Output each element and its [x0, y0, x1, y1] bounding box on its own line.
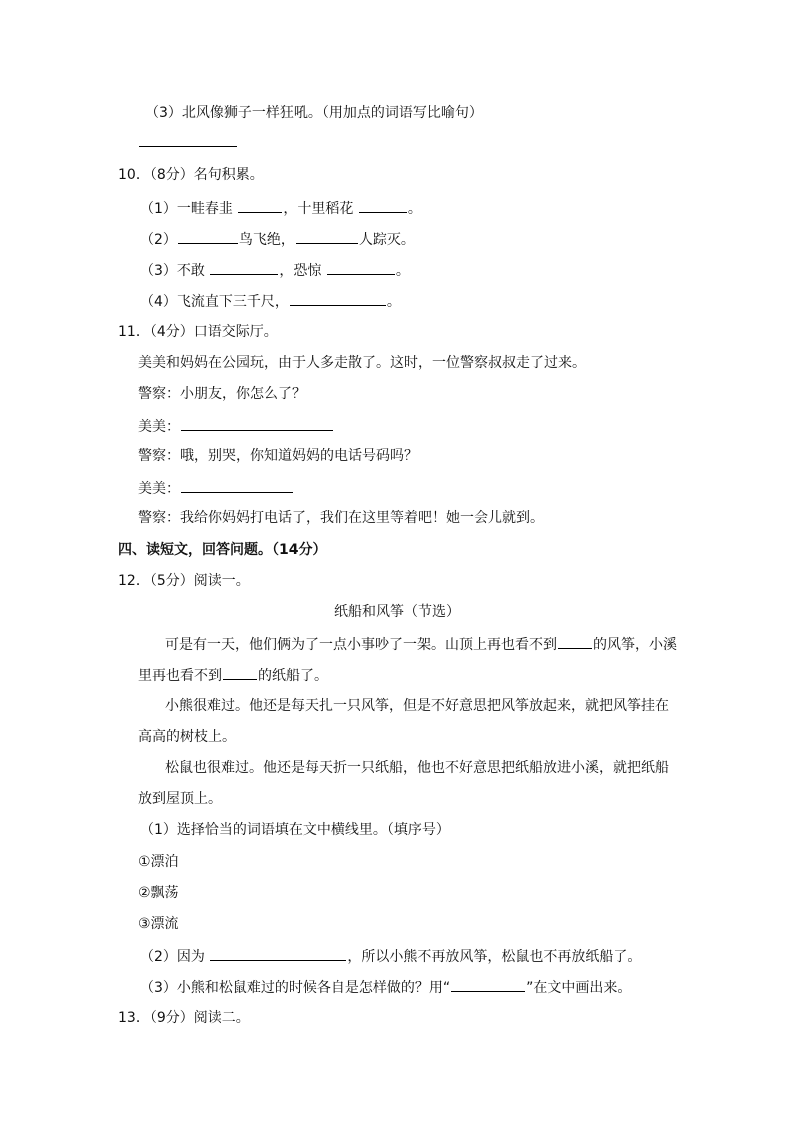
option-1: ①漂泊 — [138, 854, 179, 870]
q12-sub1: （1）选择恰当的词语填在文中横线里。（填序号） — [140, 822, 450, 838]
answer-blank[interactable] — [210, 945, 346, 961]
q12-sub2: （2）因为 ，所以小熊不再放风筝，松鼠也不再放纸船了。 — [140, 945, 641, 965]
answer-blank[interactable] — [223, 664, 257, 680]
q10-line4: （4）飞流直下三千尺， 。 — [140, 290, 401, 310]
q11-police-line1: 警察：小朋友，你怎么了？ — [138, 386, 306, 402]
answer-blank[interactable] — [558, 633, 592, 649]
answer-blank[interactable] — [139, 131, 237, 147]
passage-p2-line1: 小熊很难过。他还是每天扎一只风筝，但是不好意思把风筝放起来，就把风筝挂在 — [165, 698, 669, 714]
answer-blank[interactable] — [290, 290, 386, 306]
option-3: ③漂流 — [138, 916, 179, 932]
answer-blank[interactable] — [238, 197, 282, 213]
q11-police-line2: 警察：哦，别哭，你知道妈妈的电话号码吗？ — [138, 448, 418, 464]
q12-heading: 12．（5分）阅读一。 — [118, 573, 250, 589]
answer-blank[interactable] — [327, 259, 395, 275]
answer-blank[interactable] — [181, 415, 333, 431]
underline-mark — [451, 976, 525, 992]
q11-heading: 11．（4分）口语交际厅。 — [118, 324, 278, 340]
q10-line3: （3）不敢 ，恐惊 。 — [140, 259, 410, 279]
option-2: ②飘荡 — [138, 885, 179, 901]
q11-meimei-line2: 美美： — [138, 477, 294, 497]
q10-line1: （1）一畦春韭 ，十里稻花 。 — [140, 197, 422, 217]
q9-item3: （3）北风像狮子一样狂吼。（用加点的词语写比喻句） — [145, 105, 483, 121]
answer-blank[interactable] — [359, 197, 407, 213]
passage-p1-line1: 可是有一天，他们俩为了一点小事吵了一架。山顶上再也看不到 的风筝，小溪 — [165, 633, 677, 653]
q13-heading: 13．（9分）阅读二。 — [118, 1010, 250, 1026]
answer-blank[interactable] — [178, 228, 238, 244]
answer-blank[interactable] — [210, 259, 278, 275]
answer-blank[interactable] — [296, 228, 358, 244]
q12-sub3: （3）小熊和松鼠难过的时候各自是怎样做的？用“ ”在文中画出来。 — [140, 976, 631, 996]
section-4-heading: 四、读短文，回答问题。（14分） — [118, 542, 327, 558]
q11-police-line3: 警察：我给你妈妈打电话了，我们在这里等着吧！她一会儿就到。 — [138, 510, 544, 526]
q10-line2: （2） 鸟飞绝， 人踪灭。 — [140, 228, 415, 248]
passage-title: 纸船和风筝（节选） — [334, 604, 460, 620]
q11-meimei-line1: 美美： — [138, 415, 334, 435]
passage-p2-line2: 高高的树枝上。 — [138, 729, 236, 745]
passage-p3-line1: 松鼠也很难过。他还是每天折一只纸船，他也不好意思把纸船放进小溪，就把纸船 — [165, 760, 669, 776]
passage-p1-line2: 里再也看不到 的纸船了。 — [138, 664, 328, 684]
answer-blank[interactable] — [181, 477, 293, 493]
passage-p3-line2: 放到屋顶上。 — [138, 791, 222, 807]
q9-answer-line — [138, 131, 238, 151]
q11-intro: 美美和妈妈在公园玩，由于人多走散了。这时，一位警察叔叔走了过来。 — [138, 355, 586, 371]
q10-heading: 10．（8分）名句积累。 — [118, 167, 264, 183]
